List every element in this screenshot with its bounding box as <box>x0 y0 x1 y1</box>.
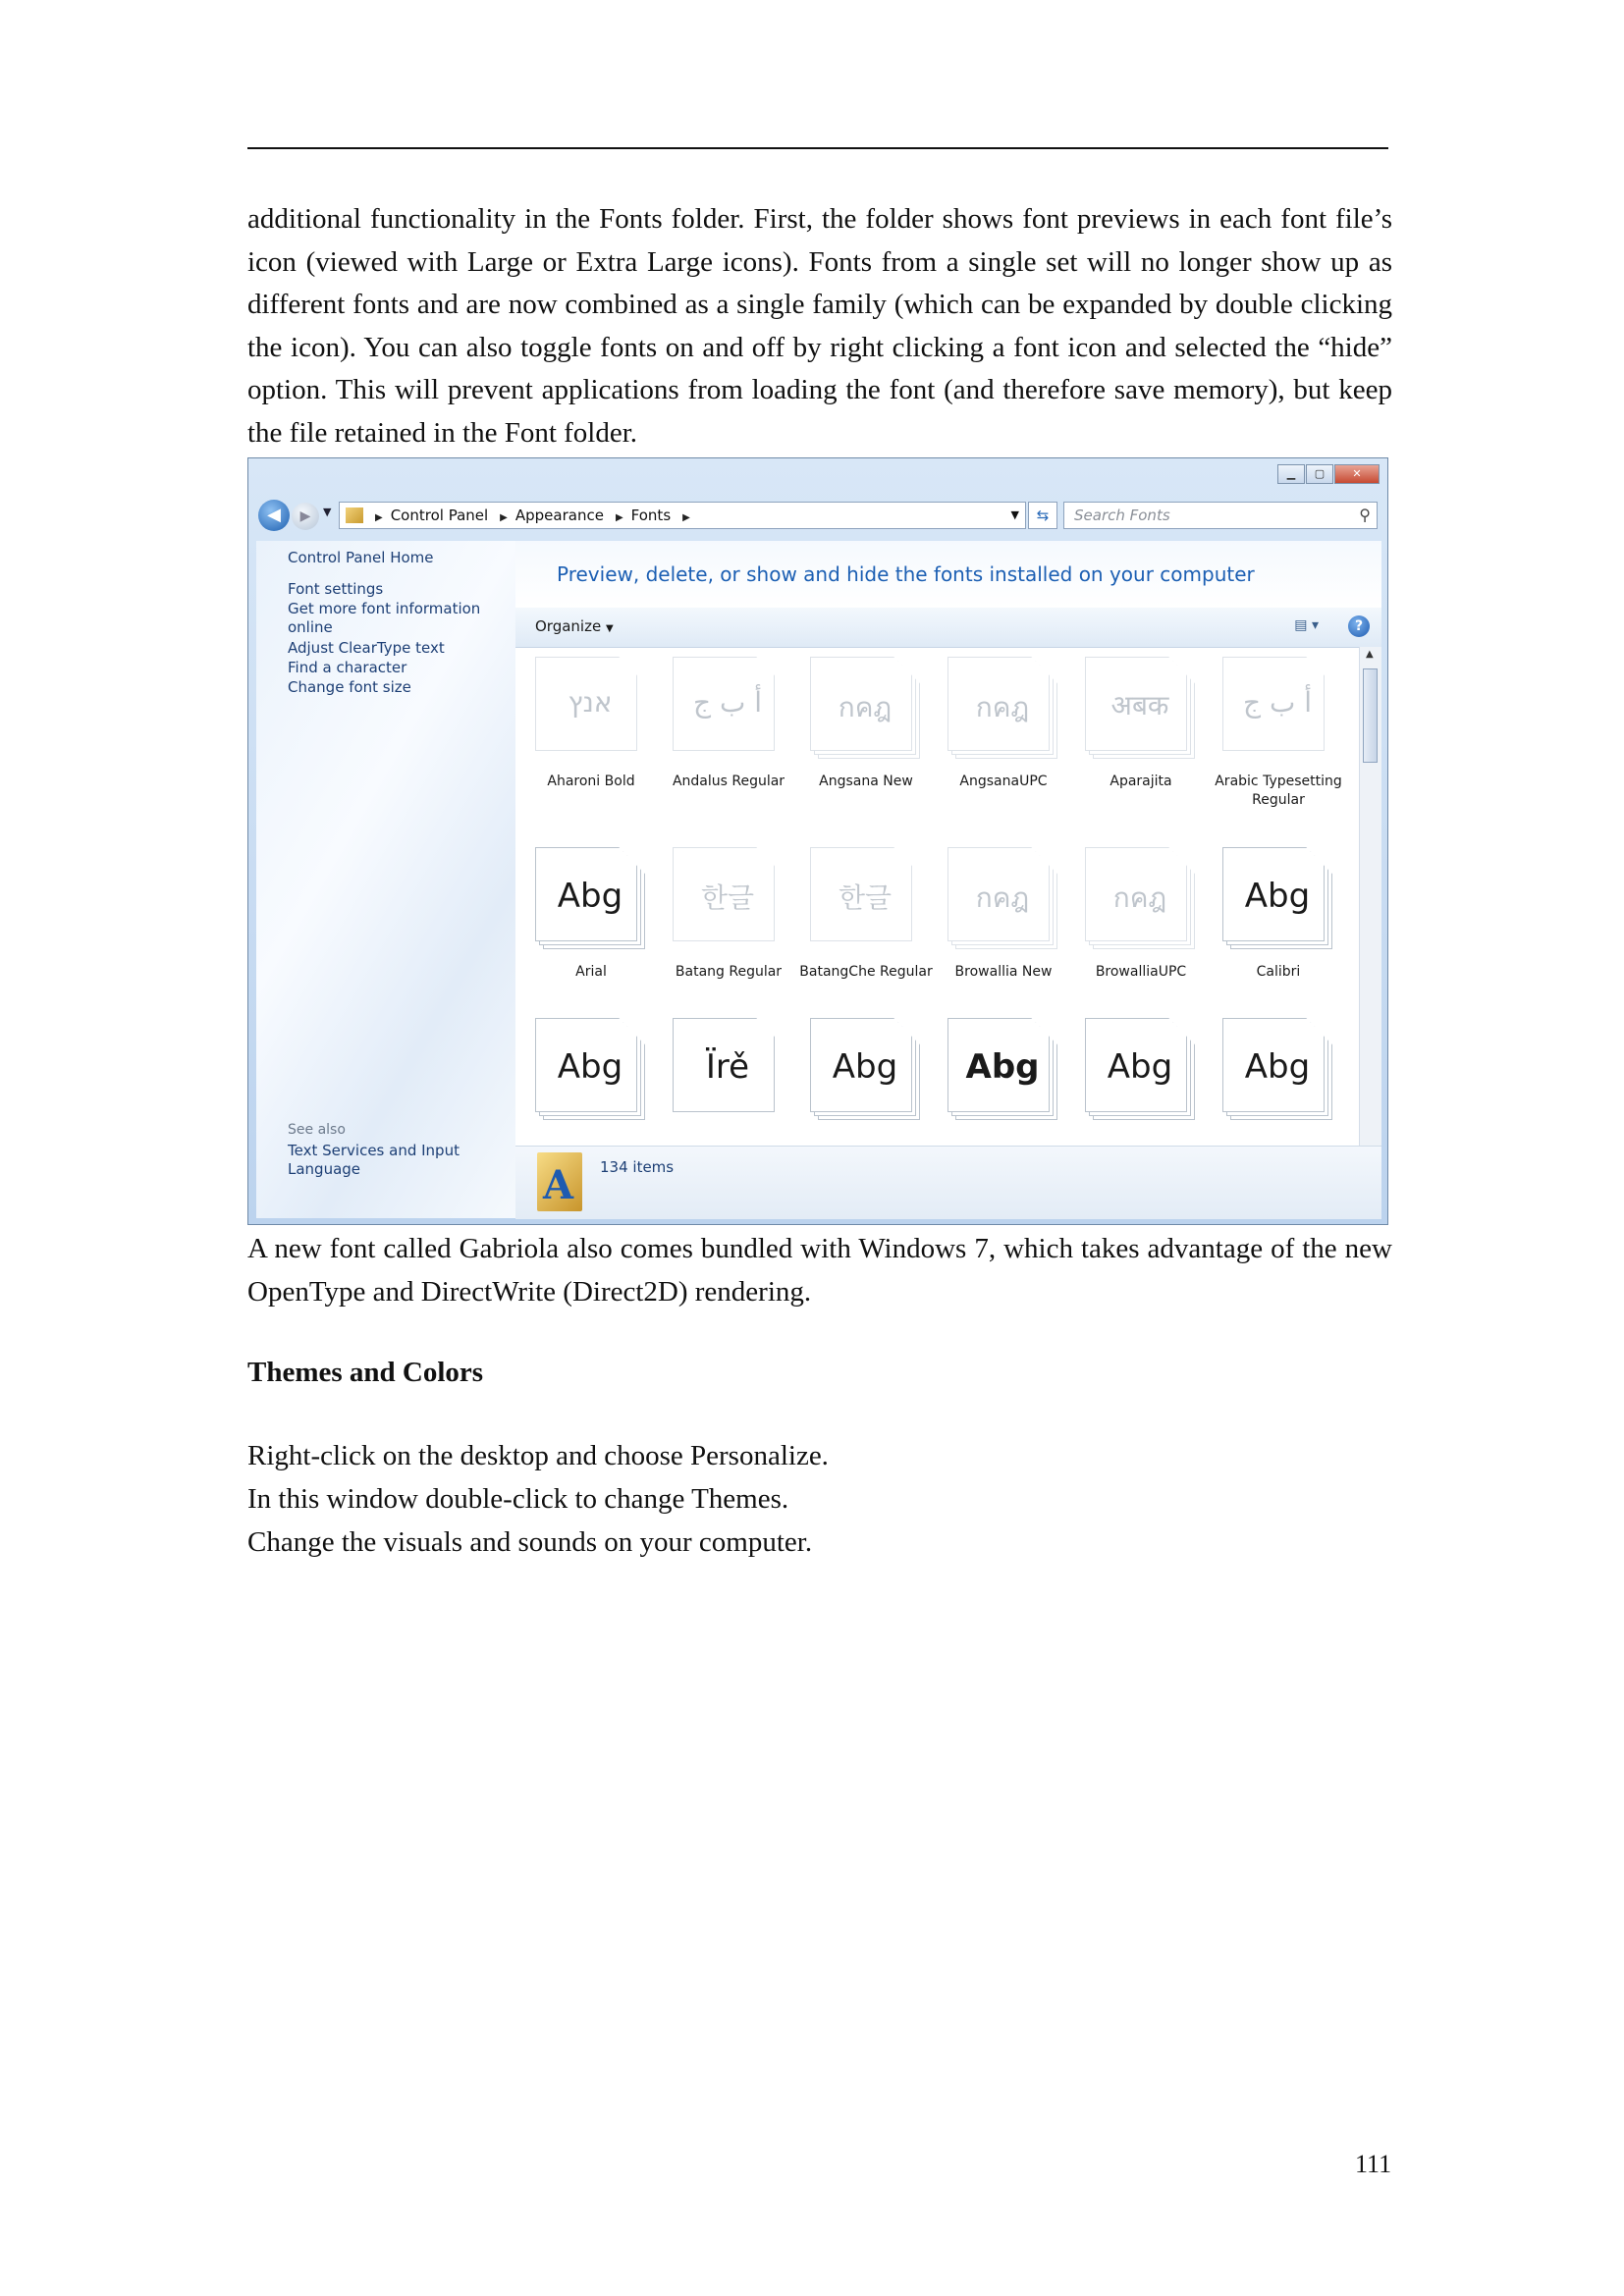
font-preview: 한글 <box>838 881 893 914</box>
font-family-icon <box>535 1018 645 1120</box>
content-banner <box>515 541 1381 608</box>
change-view-icon[interactable]: ▤ ▾ <box>1294 617 1319 633</box>
font-family-icon <box>1085 1018 1195 1120</box>
minimize-icon[interactable]: ▁ <box>1277 464 1305 484</box>
maximize-icon[interactable]: ▢ <box>1306 464 1333 484</box>
fonts-folder-icon <box>346 507 363 523</box>
breadcrumb-separator-icon: ▶ <box>500 512 508 523</box>
address-bar[interactable] <box>339 502 1026 529</box>
refresh-icon[interactable]: ⇆ <box>1028 502 1057 529</box>
history-dropdown-icon[interactable]: ▼ <box>323 506 332 518</box>
font-preview: أ ب ج <box>692 686 762 719</box>
breadcrumb-separator-icon: ▶ <box>375 512 383 523</box>
breadcrumb-fonts[interactable]: Fonts <box>630 507 672 524</box>
font-name: BrowalliaUPC <box>1095 964 1187 980</box>
font-name: Batang Regular <box>675 964 783 980</box>
close-icon[interactable]: ✕ <box>1334 464 1380 484</box>
font-preview: กคฎ <box>975 881 1030 914</box>
font-name: BatangChe Regular <box>799 964 933 980</box>
organize-label: Organize <box>535 617 602 635</box>
font-name: Browallia New <box>954 964 1053 980</box>
font-family-icon <box>1085 847 1195 949</box>
instruction-line-1: Right-click on the desktop and choose Personalize. <box>247 1440 829 1471</box>
body-paragraph-1: additional functionality in the Fonts folder. First, the folder shows font previews in each font file’s icon (viewed with Large or Extra Large icons). Fonts from a single set will no longer show up as different fonts and are now combined as a single family (which can be expanded by double clicking the icon). You can also toggle fonts on and off by right clicking a font icon and selected the “hide” option. This will prevent applications from loading the font (and therefore save memory), but keep the file retained in the Font folder. <box>247 203 1392 449</box>
font-grid <box>515 647 1360 1157</box>
font-preview: กคฎ <box>975 691 1030 723</box>
font-family-icon <box>1085 657 1195 759</box>
scroll-up-icon[interactable]: ▲ <box>1366 649 1374 660</box>
font-family-icon <box>810 657 920 759</box>
left-task-pane <box>256 541 515 1218</box>
font-family-icon <box>810 1018 920 1120</box>
font-preview: Abg <box>1244 1047 1311 1087</box>
font-preview: 한글 <box>700 881 755 914</box>
font-family-icon <box>1222 847 1332 949</box>
font-name: Arabic Typesetting Regular <box>1215 774 1342 808</box>
font-file-icon <box>673 847 783 949</box>
breadcrumb-separator-icon: ▶ <box>682 512 690 523</box>
forward-arrow-icon[interactable]: ▶ <box>292 503 319 530</box>
breadcrumb-separator-icon: ▶ <box>615 512 623 523</box>
chevron-down-icon: ▼ <box>605 623 614 634</box>
font-preview: Abg <box>1107 1047 1173 1087</box>
font-file-icon <box>673 1018 783 1120</box>
body-paragraph-2: A new font called Gabriola also comes bundled with Windows 7, which takes advantage of the new OpenType and DirectWrite (Direct2D) rendering. <box>247 1233 1392 1308</box>
link-adjust-cleartype[interactable]: Adjust ClearType text <box>288 639 445 657</box>
font-preview: กคฎ <box>1112 881 1167 914</box>
font-preview: Abg <box>832 1047 898 1087</box>
section-heading: Themes and Colors <box>247 1357 484 1388</box>
font-preview: अबक <box>1110 689 1169 721</box>
banner-text: Preview, delete, or show and hide the fonts installed on your computer <box>557 562 1255 586</box>
link-more-font-info[interactable]: Get more font information online <box>288 600 481 636</box>
link-text-services[interactable]: Text Services and Input Language <box>288 1142 460 1178</box>
font-preview: أ ب ج <box>1242 686 1312 719</box>
header-rule <box>247 147 1388 149</box>
window-caption-buttons <box>1276 464 1380 484</box>
instruction-line-2: In this window double-click to change Themes. <box>247 1483 789 1515</box>
font-file-icon <box>673 657 783 759</box>
vertical-scrollbar[interactable] <box>1359 647 1381 1157</box>
font-name: AngsanaUPC <box>959 774 1048 789</box>
font-family-icon <box>535 847 645 949</box>
font-preview: Abg <box>965 1047 1040 1087</box>
address-dropdown-icon[interactable]: ▼ <box>1010 508 1019 521</box>
link-change-font-size[interactable]: Change font size <box>288 678 411 696</box>
help-icon[interactable]: ? <box>1348 615 1370 637</box>
back-arrow-icon[interactable]: ◀ <box>258 500 290 531</box>
command-bar <box>515 608 1381 648</box>
font-name: Andalus Regular <box>672 774 785 789</box>
organize-button[interactable] <box>535 617 614 635</box>
font-name: Angsana New <box>819 774 913 789</box>
font-name: Aharoni Bold <box>547 774 635 789</box>
navigation-bar <box>258 498 1378 533</box>
link-find-character[interactable]: Find a character <box>288 659 407 676</box>
font-file-icon <box>810 847 920 949</box>
fonts-window-screenshot <box>247 457 1388 1225</box>
font-preview: กคฎ <box>838 691 893 723</box>
font-family-icon <box>1222 1018 1332 1120</box>
details-pane <box>515 1146 1381 1219</box>
breadcrumb-control-panel[interactable]: Control Panel <box>390 507 489 524</box>
search-icon[interactable]: ⚲ <box>1359 506 1371 524</box>
instruction-line-3: Change the visuals and sounds on your computer. <box>247 1526 813 1558</box>
page-number: 111 <box>1355 2150 1392 2178</box>
font-preview: Abg <box>1244 877 1311 916</box>
font-preview: Ïrě <box>705 1047 750 1087</box>
font-family-icon <box>947 847 1057 949</box>
font-preview: Abg <box>557 1047 623 1087</box>
font-name: Arial <box>575 964 607 980</box>
see-also-heading: See also <box>288 1122 346 1138</box>
content-pane <box>515 541 1381 1218</box>
font-family-icon <box>947 1018 1057 1120</box>
font-preview: Abg <box>557 877 623 916</box>
search-placeholder: Search Fonts <box>1074 507 1170 524</box>
font-letter-icon: A <box>543 1162 574 1208</box>
breadcrumb-appearance[interactable]: Appearance <box>514 507 604 524</box>
font-family-icon <box>947 657 1057 759</box>
font-name: Calibri <box>1256 964 1301 980</box>
link-control-panel-home[interactable]: Control Panel Home <box>288 549 434 566</box>
search-input[interactable] <box>1063 502 1378 529</box>
item-count: 134 items <box>600 1158 675 1176</box>
font-name: Aparajita <box>1110 774 1172 789</box>
link-font-settings[interactable]: Font settings <box>288 580 384 598</box>
scrollbar-thumb[interactable] <box>1363 668 1378 763</box>
font-file-icon <box>535 657 645 759</box>
font-file-icon <box>1222 657 1332 759</box>
font-preview: אנץ <box>568 686 613 719</box>
